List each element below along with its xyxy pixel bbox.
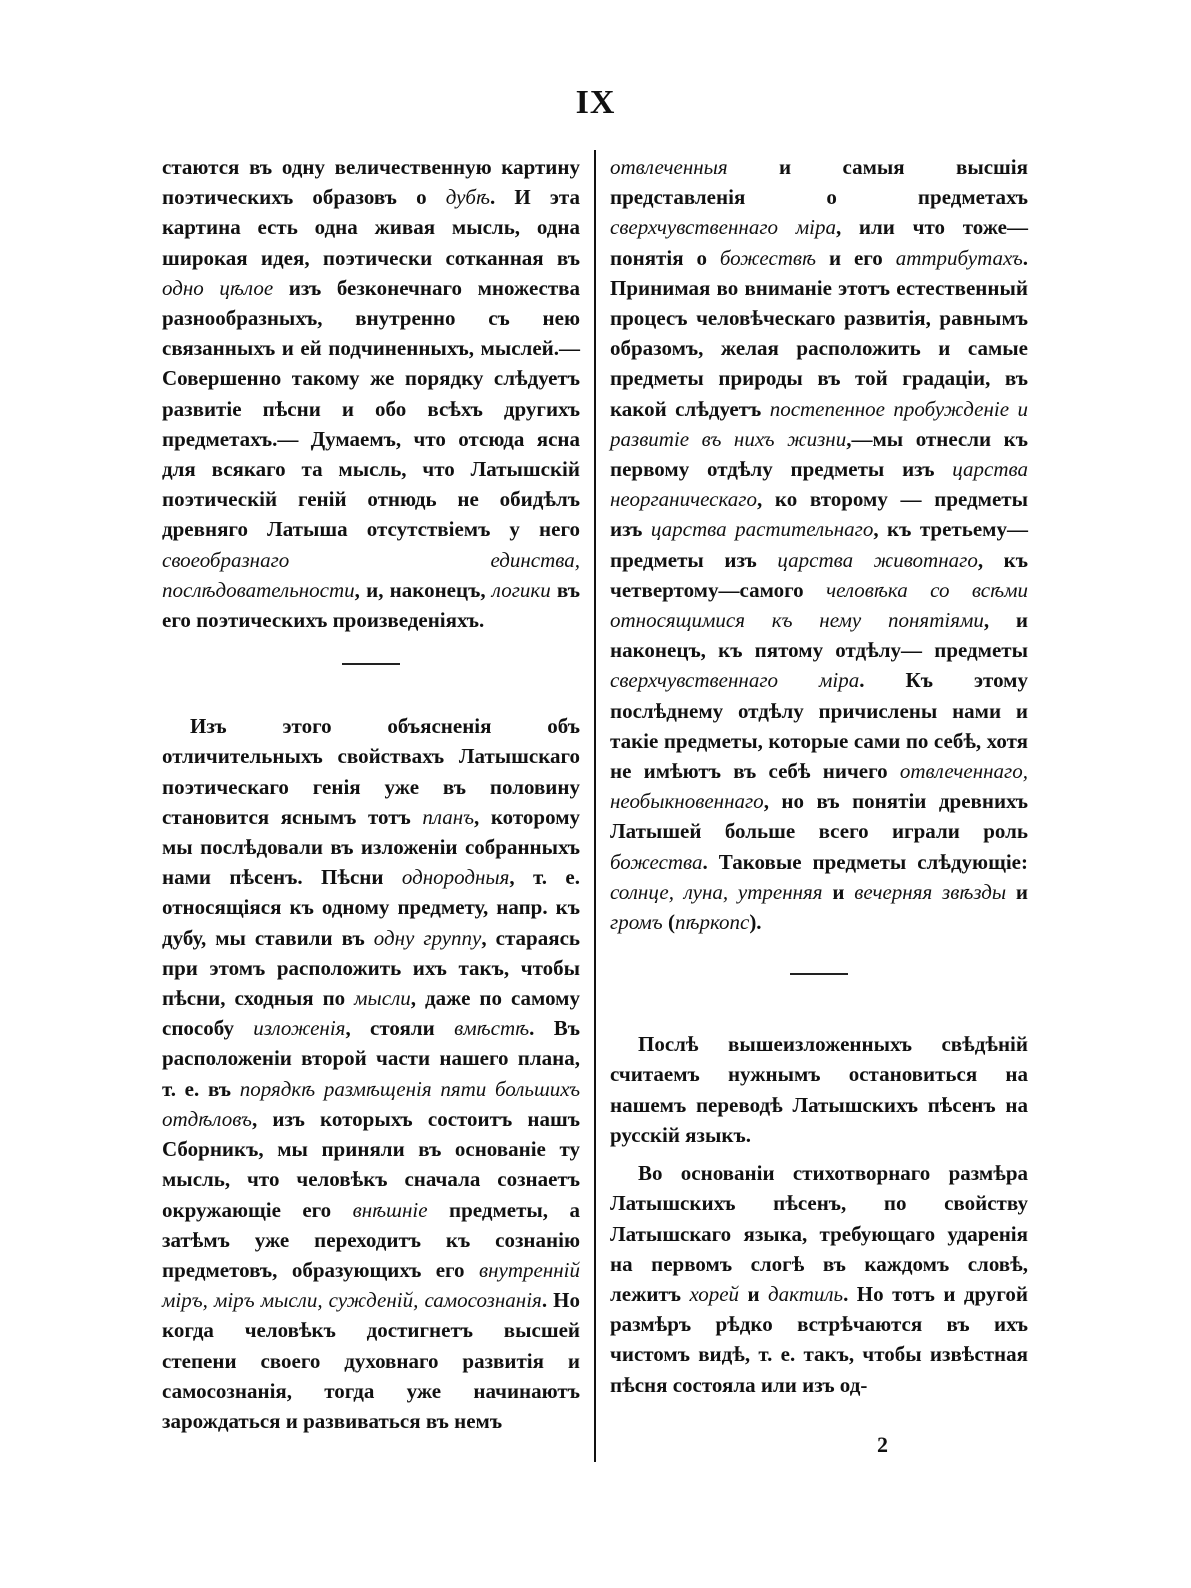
italic-text: божествѣ (719, 245, 817, 270)
right-column (610, 152, 1028, 1400)
italic-text: громъ (610, 910, 663, 935)
text-run: и (822, 879, 855, 904)
text-run: . Но тотъ и другой размѣръ рѣдко встрѣчаются въ ихъ чистомъ видѣ, т. е. такъ, чтобы извѣстная пѣсня состояла или изъ од- (610, 1281, 1028, 1397)
italic-text: царства неорганическаго (610, 457, 1028, 512)
text-run: , ко второму — предметы изъ (610, 487, 1028, 542)
text-run: . Въ расположеніи второй части нашего плана, т. е. въ (162, 1016, 580, 1101)
text-run: Изъ этого объясненія объ отличительныхъ свойствахъ Латышскаго поэтическаго генія уже въ половину становится яснымъ тотъ (162, 714, 580, 829)
text-run: Послѣ вышеизложенныхъ свѣдѣній считаемъ нужнымъ остановиться на нашемъ переводѣ Латышскихъ пѣсенъ на русскій языкъ. (610, 1032, 1028, 1147)
italic-text: пѣркопс (674, 910, 750, 935)
text-run: , т. е. относящіяся къ одному предмету, напр. къ дубу, мы ставили въ (162, 865, 581, 950)
italic-text: хорей (689, 1281, 740, 1306)
left-column (162, 152, 580, 1436)
section-divider (790, 973, 848, 975)
section-divider (342, 663, 400, 665)
italic-text: солнце, луна, утренняя (610, 879, 823, 904)
text-run: и (739, 1281, 769, 1306)
italic-text: логики (491, 577, 551, 602)
italic-text: дубѣ (445, 185, 490, 210)
text-run: . Но когда человѣкъ достигнетъ высшей степени своего духовнаго развитія и самосознанія, тогда уже начинаютъ зарождаться и развиваться въ немъ (162, 1288, 580, 1433)
italic-text: однородныя (401, 865, 510, 890)
text-run: предметы, а затѣмъ уже переходитъ къ сознанію предметовъ, образующихъ его (162, 1197, 580, 1282)
text-run: изъ безконечнаго множества разнообразныхъ, внутренно съ нею связанныхъ и ей подчиненныхъ, мыслей.—Совершенно такому же порядку слѣдуетъ развитіе пѣсни и обо всѣхъ другихъ предметахъ.— Думаемъ, что отсюда ясна для всякаго та мысль, что Латышскій поэтическій геній отнюдь не обидѣлъ древняго Латыша отсутствіемъ у него (162, 275, 580, 542)
italic-text: божества (610, 849, 703, 874)
italic-text: порядкѣ размѣщенія пяти большихъ отдѣловъ (162, 1076, 580, 1131)
text-run: . Таковые предметы слѣдующіе: (702, 849, 1028, 874)
text-run: , изъ которыхъ состоитъ нашъ Сборникъ, мы приняли въ основаніе ту мысль, что человѣкъ сначала сознаетъ окружающіе его (162, 1106, 580, 1222)
text-run: ). (749, 910, 762, 935)
italic-text: человѣка со всѣми относящимися къ нему понятіями (610, 577, 1028, 633)
italic-text: дактиль (768, 1281, 844, 1306)
signature-mark: 2 (877, 1432, 888, 1457)
text-run: ( (662, 910, 675, 935)
italic-text: царства животнаго (777, 547, 978, 572)
italic-text: отвлеченныя (610, 155, 728, 179)
italic-text: отвлеченнаго, необыкновеннаго (610, 759, 1028, 814)
text-run: , къ четвертому—самого (610, 547, 1028, 602)
italic-text: сверхчувственнаго міра (610, 668, 860, 693)
text-run: ,—мы отнесли къ первому отдѣлу предметы изъ (610, 426, 1028, 482)
text-run: . И эта картина есть одна живая мысль, одна широкая идея, поэтически сотканная въ (162, 185, 580, 270)
text-run: и самыя высшія представленія о предметахъ (610, 155, 1028, 210)
italic-text: сверхчувственнаго міра (610, 215, 836, 240)
text-run: стаются въ одну величественную картину поэтическихъ образовъ о (162, 155, 580, 210)
text-run: , или что тоже—понятія о (610, 215, 1029, 270)
column-rule (594, 150, 596, 1462)
italic-text: внѣшніе (352, 1197, 428, 1222)
paragraph (610, 1029, 1028, 1150)
text-run: и его (816, 245, 896, 270)
italic-text: вмѣстѣ (454, 1016, 530, 1041)
text-run: , и, наконецъ, (354, 577, 492, 602)
italic-text: изложенія (253, 1016, 346, 1041)
text-run: , и наконецъ, къ пятому отдѣлу— предметы (610, 608, 1028, 663)
paragraph (610, 1158, 1028, 1400)
italic-text: одно цѣлое (162, 275, 274, 300)
text-run: , стояли (345, 1016, 455, 1041)
paragraph (610, 152, 1028, 937)
italic-text: своеобразнаго единства, послѣдовательности (162, 547, 580, 602)
text-run: въ его поэтическихъ произведеніяхъ. (162, 577, 580, 633)
paragraph (162, 152, 580, 635)
italic-text: одну группу (373, 925, 482, 950)
paragraph (162, 711, 580, 1436)
italic-text: царства растительнаго (650, 517, 874, 542)
text-run: , но въ понятіи древнихъ Латышей больше всего играли роль (610, 789, 1028, 844)
italic-text: внутренній міръ, міръ мысли, сужденій, самосознанія (162, 1257, 580, 1313)
page-number: IX (575, 84, 616, 121)
italic-text: планъ (422, 804, 475, 829)
text-run: , къ третьему— предметы изъ (610, 517, 1028, 572)
italic-text: мысли (354, 986, 411, 1011)
italic-text: постепенное пробужденіе и развитіе въ нихъ жизни (610, 396, 1028, 451)
italic-text: вечерняя звѣзды (854, 879, 1007, 904)
text-run: и (1006, 879, 1028, 904)
text-run: . Къ этому послѣднему отдѣлу причислены нами и такіе предметы, которые сами по себѣ, хотя не имѣютъ въ себѣ ничего (610, 668, 1028, 784)
text-run: Во основаніи стихотворнаго размѣра Латышскихъ пѣсенъ, по свойству Латышскаго языка, требующаго ударенія на первомъ слогѣ въ каждомъ словѣ, лежитъ (610, 1161, 1028, 1306)
text-run: . Принимая во вниманіе этотъ естественный процесъ человѣческаго развитія, равнымъ образомъ, желая расположить и самые предметы природы въ той градаціи, въ какой слѣдуетъ (610, 245, 1028, 421)
italic-text: аттрибутахъ (895, 245, 1023, 270)
text-run: , стараясь при этомъ расположить ихъ такъ, чтобы пѣсни, сходныя по (162, 925, 580, 1011)
text-run: , которому мы послѣдовали въ изложеніи собранныхъ нами пѣсенъ. Пѣсни (162, 804, 580, 890)
text-run: , даже по самому способу (162, 986, 580, 1041)
